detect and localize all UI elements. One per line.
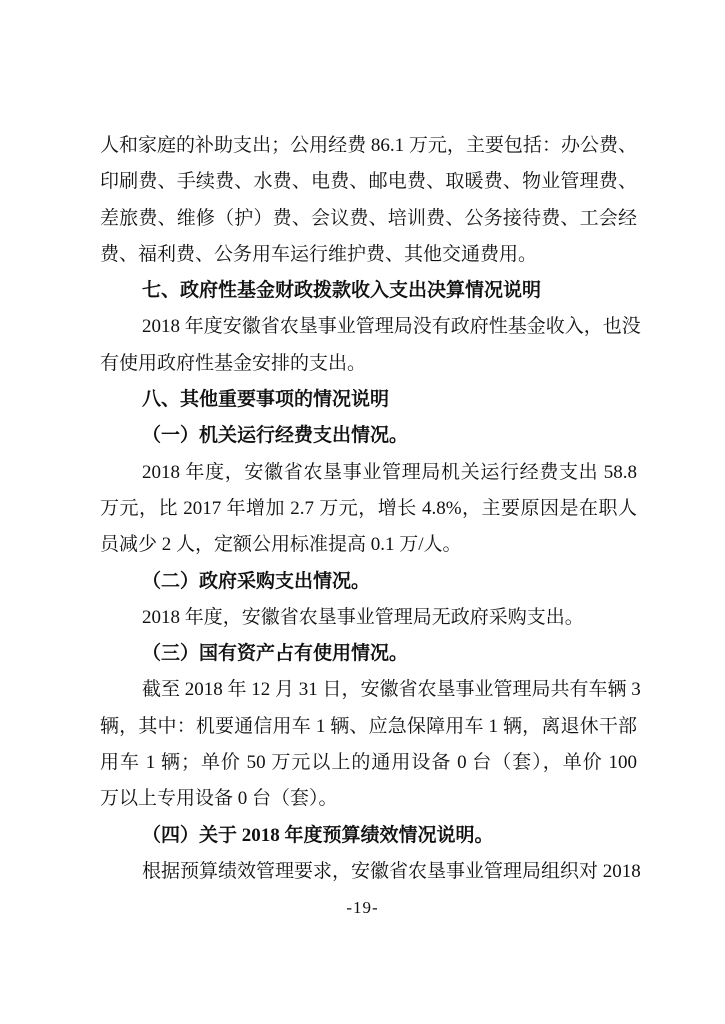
paragraph-line: 费、福利费、公务用车运行维护费、其他交通费用。 bbox=[100, 243, 538, 265]
section-7-heading: 七、政府性基金财政拨款收入支出决算情况说明 bbox=[142, 280, 542, 302]
paragraph-line: 2018 年度，安徽省农垦事业管理局无政府采购支出。 bbox=[142, 606, 584, 628]
paragraph-line: 辆，其中：机要通信用车 1 辆、应急保障用车 1 辆，离退休干部 bbox=[100, 715, 637, 737]
paragraph-line: 截至 2018 年 12 月 31 日，安徽省农垦事业管理局共有车辆 3 bbox=[142, 679, 641, 701]
section-8-heading: 八、其他重要事项的情况说明 bbox=[142, 389, 390, 411]
subsection-2-heading: （二）政府采购支出情况。 bbox=[142, 570, 371, 592]
paragraph-line: 印刷费、手续费、水费、电费、邮电费、取暖费、物业管理费、 bbox=[100, 171, 637, 193]
subsection-1-heading: （一）机关运行经费支出情况。 bbox=[142, 425, 409, 447]
paragraph-line: 2018 年度安徽省农垦事业管理局没有政府性基金收入，也没 bbox=[142, 316, 641, 338]
page-number: -19- bbox=[346, 898, 379, 917]
paragraph-line: 员减少 2 人，定额公用标准提高 0.1 万/人。 bbox=[100, 534, 462, 556]
paragraph-line: 有使用政府性基金安排的支出。 bbox=[100, 352, 367, 374]
document-body bbox=[100, 128, 641, 890]
paragraph-line: 用车 1 辆；单价 50 万元以上的通用设备 0 台（套），单价 100 bbox=[100, 752, 637, 774]
subsection-4-heading: （四）关于 2018 年度预算绩效情况说明。 bbox=[142, 824, 494, 846]
paragraph-line: 万以上专用设备 0 台（套）。 bbox=[100, 788, 338, 810]
paragraph-line: 2018 年度，安徽省农垦事业管理局机关运行经费支出 58.8 bbox=[142, 461, 637, 483]
paragraph-line: 人和家庭的补助支出；公用经费 86.1 万元，主要包括：办公费、 bbox=[100, 135, 637, 156]
paragraph-line: 差旅费、维修（护）费、会议费、培训费、公务接待费、工会经 bbox=[100, 207, 637, 229]
paragraph-line: 根据预算绩效管理要求，安徽省农垦事业管理局组织对 2018 bbox=[142, 860, 641, 882]
paragraph-line: 万元，比 2017 年增加 2.7 万元，增长 4.8%，主要原因是在职人 bbox=[100, 497, 637, 519]
subsection-3-heading: （三）国有资产占有使用情况。 bbox=[142, 643, 409, 665]
